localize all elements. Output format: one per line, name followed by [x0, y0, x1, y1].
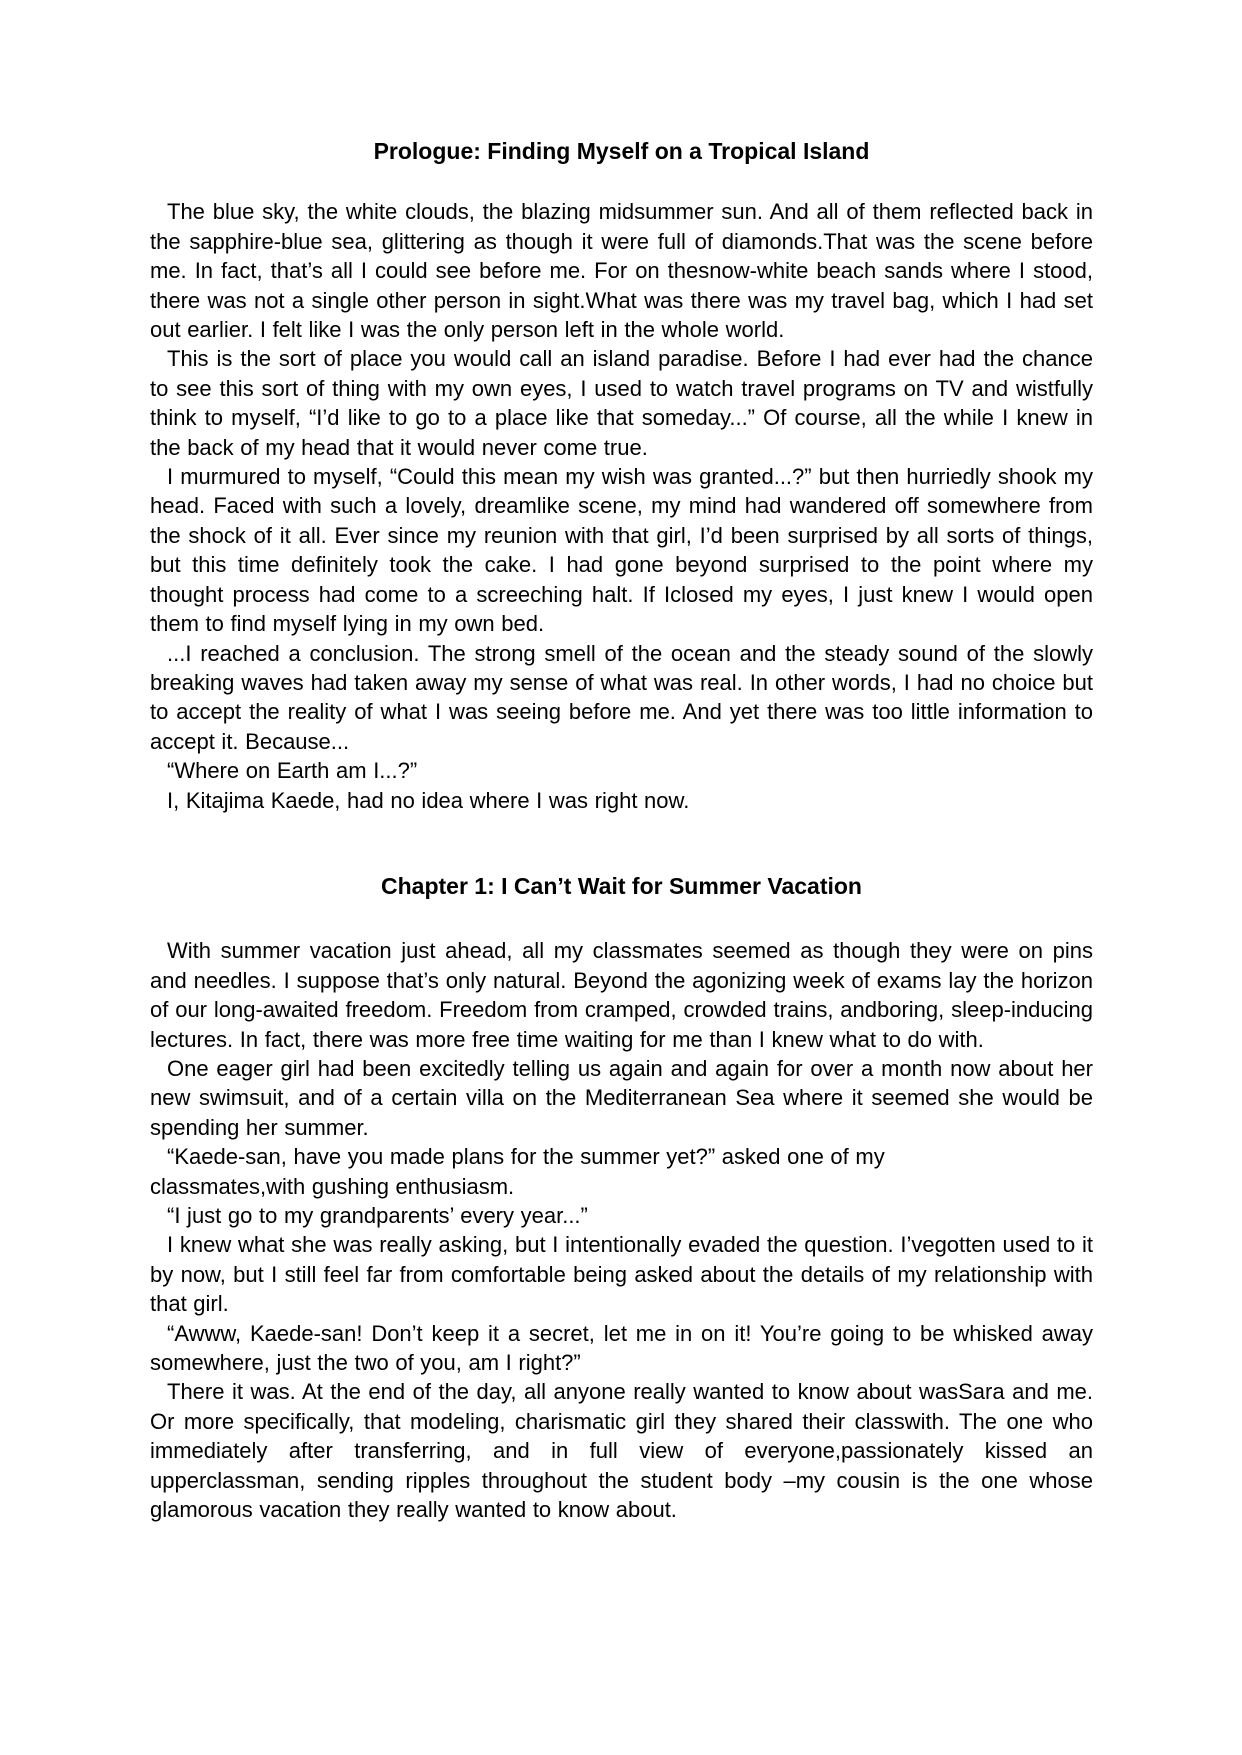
paragraph: One eager girl had been excitedly telling us again and again for over a month now about her new swimsuit, and of a certain villa on the Mediterranean Sea where it seemed she would be spending her summer. [150, 1055, 1093, 1140]
paragraph [150, 1142, 1093, 1201]
chapter-1-title: Chapter 1: I Can’t Wait for Summer Vacation [381, 872, 862, 899]
paragraph: The blue sky, the white clouds, the blazing midsummer sun. And all of them reflected back in the sapphire-blue sea, glittering as though it were full of diamonds.That was the scene before me. In fact, that’s all I could see before me. For on thesnow-white beach sands where I stood, there was not a single other person in sight.What was there was my travel bag, which I had set out earlier. I felt like I was the only person left in the whole world. [150, 199, 1093, 343]
paragraph: “Where on Earth am I...?” [167, 758, 418, 784]
paragraph: “I just go to my grandparents’ every year...” [167, 1203, 588, 1228]
paragraph: ...I reached a conclusion. The strong smell of the ocean and the steady sound of the slowly breaking waves had taken away my sense of what was real. In other words, I had no choice but to accept the reality of what I was seeing before me. And yet there was too little information to accept it. Because... [150, 640, 1093, 754]
section-prologue [150, 137, 1093, 815]
paragraph: “Awww, Kaede-san! Don’t keep it a secret, let me in on it! You’re going to be whisked away somewhere, just the two of you, am I right?” [150, 1320, 1093, 1376]
prologue-title: Prologue: Finding Myself on a Tropical Island [373, 138, 870, 164]
paragraph: I knew what she was really asking, but I intentionally evaded the question. I’vegotten used to it by now, but I still feel far from comfortable being asked about the details of my relationship with that girl. [150, 1232, 1093, 1317]
paragraph-line: “Kaede-san, have you made plans for the summer yet?” asked one of my [167, 1144, 885, 1170]
paragraph: I, Kitajima Kaede, had no idea where I was right now. [167, 787, 690, 813]
section-chapter-1 [150, 872, 1093, 1525]
paragraph-line: classmates,with gushing enthusiasm. [150, 1173, 515, 1199]
paragraph: This is the sort of place you would call an island paradise. Before I had ever had the chance to see this sort of thing with my own eyes, I used to watch travel programs on TV and wistfully think to myself, “I’d like to go to a place like that someday...” Of course, all the while I knew in the back of my head that it would never come true. [150, 346, 1093, 460]
paragraph: There it was. At the end of the day, all anyone really wanted to know about wasSara and me. Or more specifically, that modeling, charismatic girl they shared their classwith. The one who immediately after transferring, and in full view of everyone,passionately kissed an upperclassman, sending ripples throughout the student body –my cousin is the one whose glamorous vacation they really wanted to know about. [150, 1379, 1093, 1523]
paragraph: I murmured to myself, “Could this mean my wish was granted...?” but then hurriedly shook my head. Faced with such a lovely, dreamlike scene, my mind had wandered off somewhere from the shock of it all. Ever since my reunion with that girl, I’d been surprised by all sorts of things, but this time definitely took the cake. I had gone beyond surprised to the point where my thought process had come to a screeching halt. If Iclosed my eyes, I just knew I would open them to find myself lying in my own bed. [150, 464, 1093, 637]
paragraph: With summer vacation just ahead, all my classmates seemed as though they were on pins and needles. I suppose that’s only natural. Beyond the agonizing week of exams lay the horizon of our long-awaited freedom. Freedom from cramped, crowded trains, andboring, sleep-inducing lectures. In fact, there was more free time waiting for me than I knew what to do with. [150, 938, 1093, 1052]
